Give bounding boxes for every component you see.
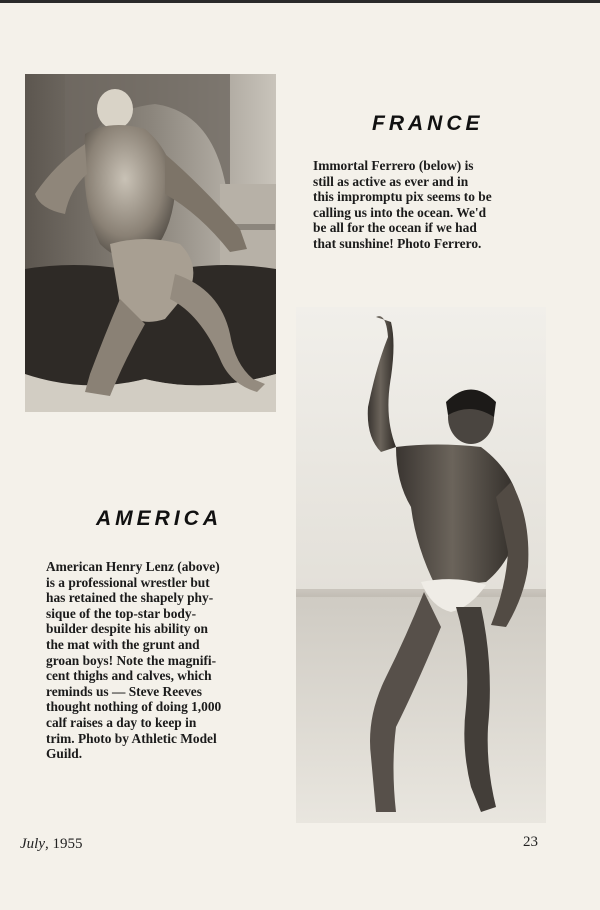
caption-line: the mat with the grunt and	[46, 636, 200, 652]
caption-line: calling us into the ocean. We'd	[313, 204, 487, 220]
caption-line: groan boys! Note the magnifi-	[46, 652, 217, 668]
caption-line: Immortal Ferrero (below) is	[313, 158, 474, 173]
caption-line: American Henry Lenz (above)	[46, 559, 220, 574]
caption-line: calf raises a day to keep in	[46, 714, 197, 730]
photo-ferrero	[296, 307, 546, 823]
issue-date	[20, 836, 82, 853]
heading-america: AMERICA	[96, 507, 222, 530]
caption-line: sique of the top-star body-	[46, 605, 197, 621]
caption-line: reminds us — Steve Reeves	[46, 683, 202, 699]
heading-france: FRANCE	[372, 112, 484, 135]
caption-america	[46, 559, 256, 762]
issue-month: July	[20, 836, 45, 852]
photo-henry-lenz	[25, 74, 276, 412]
caption-line: still as active as ever and in	[313, 173, 469, 189]
caption-france	[313, 158, 538, 252]
caption-line: cent thighs and calves, which	[46, 668, 212, 684]
caption-line: that sunshine! Photo Ferrero.	[313, 235, 482, 251]
issue-year: , 1955	[44, 836, 83, 852]
caption-line: trim. Photo by Athletic Model	[46, 730, 217, 746]
photo-ferrero-image	[296, 307, 546, 823]
caption-line: has retained the shapely phy-	[46, 590, 214, 606]
caption-line: be all for the ocean if we had	[313, 220, 477, 236]
page-number: 23	[523, 834, 538, 850]
caption-line: thought nothing of doing 1,000	[46, 699, 222, 715]
caption-line: is a professional wrestler but	[46, 574, 210, 590]
caption-line: builder despite his ability on	[46, 621, 208, 637]
photo-henry-lenz-image	[25, 74, 276, 412]
top-rule	[0, 0, 600, 3]
caption-line: this impromptu pix seems to be	[313, 189, 492, 205]
caption-line: Guild.	[46, 746, 83, 762]
